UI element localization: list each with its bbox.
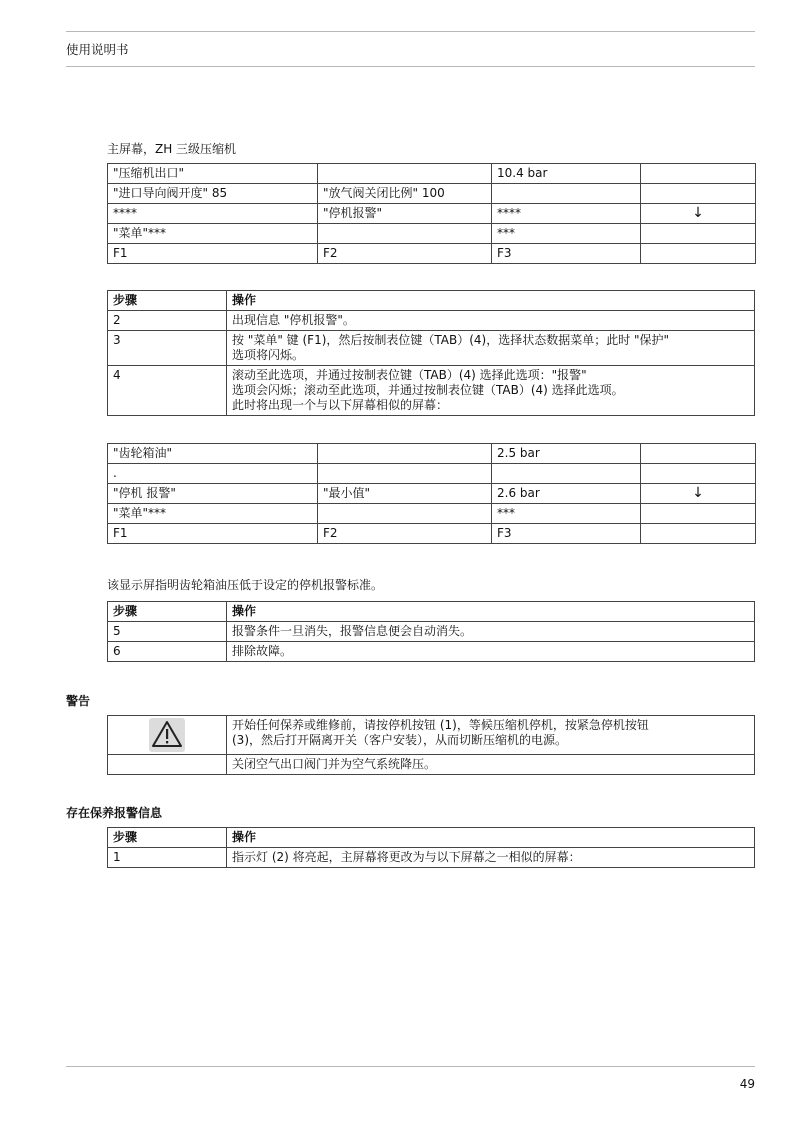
- screen-cell: F1: [108, 244, 318, 264]
- table-row: [108, 622, 755, 642]
- screen-cell: "停机报警": [318, 204, 492, 224]
- screen-cell: [641, 244, 756, 264]
- footer-rule: [66, 1066, 755, 1067]
- screen-cell: [492, 184, 641, 204]
- table-row: [108, 244, 756, 264]
- table-header-row: [108, 602, 755, 622]
- table-row: [108, 331, 755, 366]
- screen-cell: F1: [108, 524, 318, 544]
- screen-cell: ***: [492, 504, 641, 524]
- step-number: 3: [108, 331, 227, 366]
- screen-cell: ***: [492, 224, 641, 244]
- step-number: 5: [108, 622, 227, 642]
- arrow-down-icon: ↓: [641, 484, 756, 504]
- step-number: 2: [108, 311, 227, 331]
- table-row: [108, 444, 756, 464]
- warning-heading: 警告: [66, 694, 91, 708]
- screen-cell: "放气阀关闭比例" 100: [318, 184, 492, 204]
- screen-cell: [318, 504, 492, 524]
- steps-table-2: [107, 601, 755, 662]
- gearbox-caption: 该显示屏指明齿轮箱油压低于设定的停机报警标准。: [107, 578, 384, 592]
- screen-cell: [641, 224, 756, 244]
- header-rule-bottom: [66, 66, 755, 67]
- arrow-down-icon: ↓: [641, 204, 756, 224]
- screen-cell: "齿轮箱油": [108, 444, 318, 464]
- column-header-action: 操作: [227, 828, 755, 848]
- screen-cell: F2: [318, 524, 492, 544]
- screen-cell: [318, 224, 492, 244]
- screen-cell: .: [108, 464, 318, 484]
- empty-cell: [108, 755, 227, 775]
- header-rule-top: [66, 31, 755, 32]
- screen-cell: [318, 464, 492, 484]
- step-action: 报警条件一旦消失，报警信息便会自动消失。: [227, 622, 755, 642]
- step-number: 4: [108, 366, 227, 416]
- step-action: 指示灯 (2) 将亮起，主屏幕将更改为与以下屏幕之一相似的屏幕：: [227, 848, 755, 868]
- table-row: [108, 464, 756, 484]
- table-row: [108, 848, 755, 868]
- screen-cell: F2: [318, 244, 492, 264]
- warning-table: [107, 715, 755, 775]
- screen-cell: [641, 524, 756, 544]
- screen-cell: [641, 444, 756, 464]
- screen-cell: "菜单"***: [108, 224, 318, 244]
- table-row: [108, 716, 755, 755]
- warning-text: 关闭空气出口阀门并为空气系统降压。: [227, 755, 755, 775]
- step-action: 出现信息 "停机报警"。: [227, 311, 755, 331]
- main-screen-table: [107, 163, 756, 264]
- screen-cell: "压缩机出口": [108, 164, 318, 184]
- table-header-row: [108, 291, 755, 311]
- step-number: 1: [108, 848, 227, 868]
- warning-text: 开始任何保养或维修前，请按停机按钮 (1)，等候压缩机停机，按紧急停机按钮 (3)，然后打开隔离开关（客户安装），从而切断压缩机的电源。: [227, 716, 755, 755]
- screen-cell: 2.5 bar: [492, 444, 641, 464]
- screen-cell: "菜单"***: [108, 504, 318, 524]
- warning-icon-cell: [108, 716, 227, 755]
- screen-cell: "进口导向阀开度" 85: [108, 184, 318, 204]
- column-header-step: 步骤: [108, 828, 227, 848]
- steps-table-3: [107, 827, 755, 868]
- screen-cell: [318, 164, 492, 184]
- table-row: [108, 164, 756, 184]
- screen-cell: [641, 164, 756, 184]
- step-action: 滚动至此选项，并通过按制表位键（TAB）(4) 选择此选项："报警" 选项会闪烁；滚动至此选项，并通过按制表位键（TAB）(4) 选择此选项。 此时将出现一个与以下屏幕相似的屏幕：: [227, 366, 755, 416]
- table-row: [108, 755, 755, 775]
- main-screen-caption: 主屏幕，ZH 三级压缩机: [107, 142, 237, 156]
- screen-cell: F3: [492, 524, 641, 544]
- table-row: [108, 504, 756, 524]
- page-number: 49: [739, 1077, 755, 1091]
- screen-cell: [641, 184, 756, 204]
- table-row: [108, 224, 756, 244]
- screen-cell: "最小值": [318, 484, 492, 504]
- step-action: 按 "菜单" 键 (F1)，然后按制表位键（TAB）(4)，选择状态数据菜单；此时 "保护" 选项将闪烁。: [227, 331, 755, 366]
- steps-table-1: [107, 290, 755, 416]
- screen-cell: 10.4 bar: [492, 164, 641, 184]
- screen-cell: ****: [108, 204, 318, 224]
- screen-cell: ****: [492, 204, 641, 224]
- table-row: [108, 642, 755, 662]
- table-row: [108, 366, 755, 416]
- table-row: [108, 524, 756, 544]
- screen-cell: 2.6 bar: [492, 484, 641, 504]
- table-header-row: [108, 828, 755, 848]
- screen-cell: F3: [492, 244, 641, 264]
- screen-cell: [641, 504, 756, 524]
- screen-cell: [641, 464, 756, 484]
- screen-cell: [492, 464, 641, 484]
- header-title: 使用说明书: [66, 42, 129, 57]
- table-row: [108, 204, 756, 224]
- column-header-step: 步骤: [108, 291, 227, 311]
- table-row: [108, 484, 756, 504]
- table-row: [108, 184, 756, 204]
- service-alarm-heading: 存在保养报警信息: [66, 806, 163, 820]
- column-header-action: 操作: [227, 602, 755, 622]
- screen-cell: "停机 报警": [108, 484, 318, 504]
- warning-triangle-icon: [149, 718, 185, 752]
- column-header-step: 步骤: [108, 602, 227, 622]
- column-header-action: 操作: [227, 291, 755, 311]
- screen-cell: [318, 444, 492, 464]
- table-row: [108, 311, 755, 331]
- gearbox-screen-table: [107, 443, 756, 544]
- step-action: 排除故障。: [227, 642, 755, 662]
- step-number: 6: [108, 642, 227, 662]
